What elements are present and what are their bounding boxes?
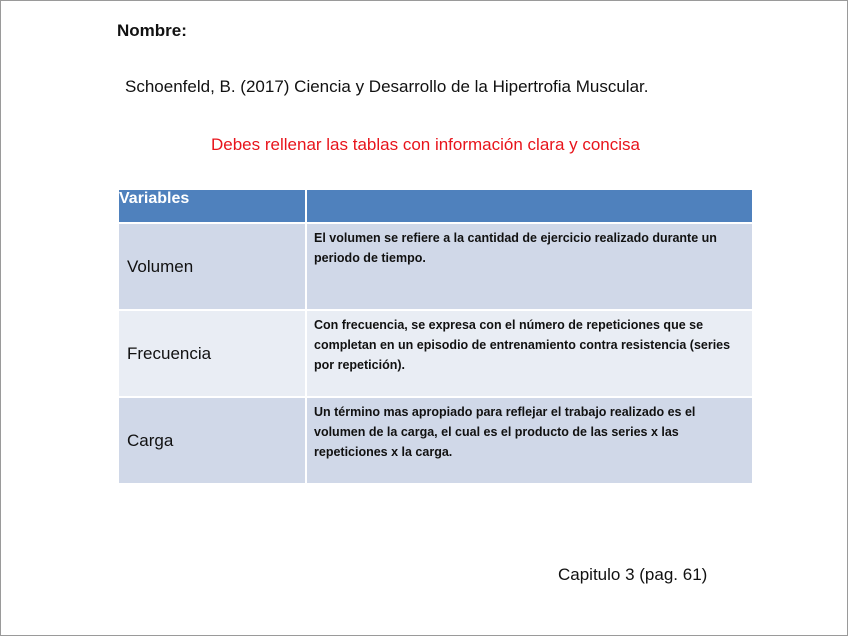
table-row <box>118 397 753 484</box>
chapter-reference: Capitulo 3 (pag. 61) <box>558 565 708 584</box>
column-header-description <box>306 189 753 223</box>
table-row <box>118 310 753 397</box>
instruction-text: Debes rellenar las tablas con información clara y concisa <box>211 135 640 154</box>
description-cell[interactable]: El volumen se refiere a la cantidad de ejercicio realizado durante un periodo de tiempo. <box>306 223 753 310</box>
description-cell[interactable]: Con frecuencia, se expresa con el número de repeticiones que se completan en un episodio de entrenamiento contra resistencia (series por repetición). <box>306 310 753 397</box>
variables-table <box>117 188 754 485</box>
column-header-variables: Variables <box>118 189 306 223</box>
citation: Schoenfeld, B. (2017) Ciencia y Desarrollo de la Hipertrofia Muscular. <box>125 77 649 96</box>
description-cell[interactable]: Un término mas apropiado para reflejar el trabajo realizado es el volumen de la carga, el cual es el producto de las series x las repeticiones x la carga. <box>306 397 753 484</box>
table-row <box>118 223 753 310</box>
variable-cell: Carga <box>118 397 306 484</box>
table-header-row <box>118 189 753 223</box>
variable-cell: Frecuencia <box>118 310 306 397</box>
variable-cell: Volumen <box>118 223 306 310</box>
name-label: Nombre: <box>117 21 187 40</box>
